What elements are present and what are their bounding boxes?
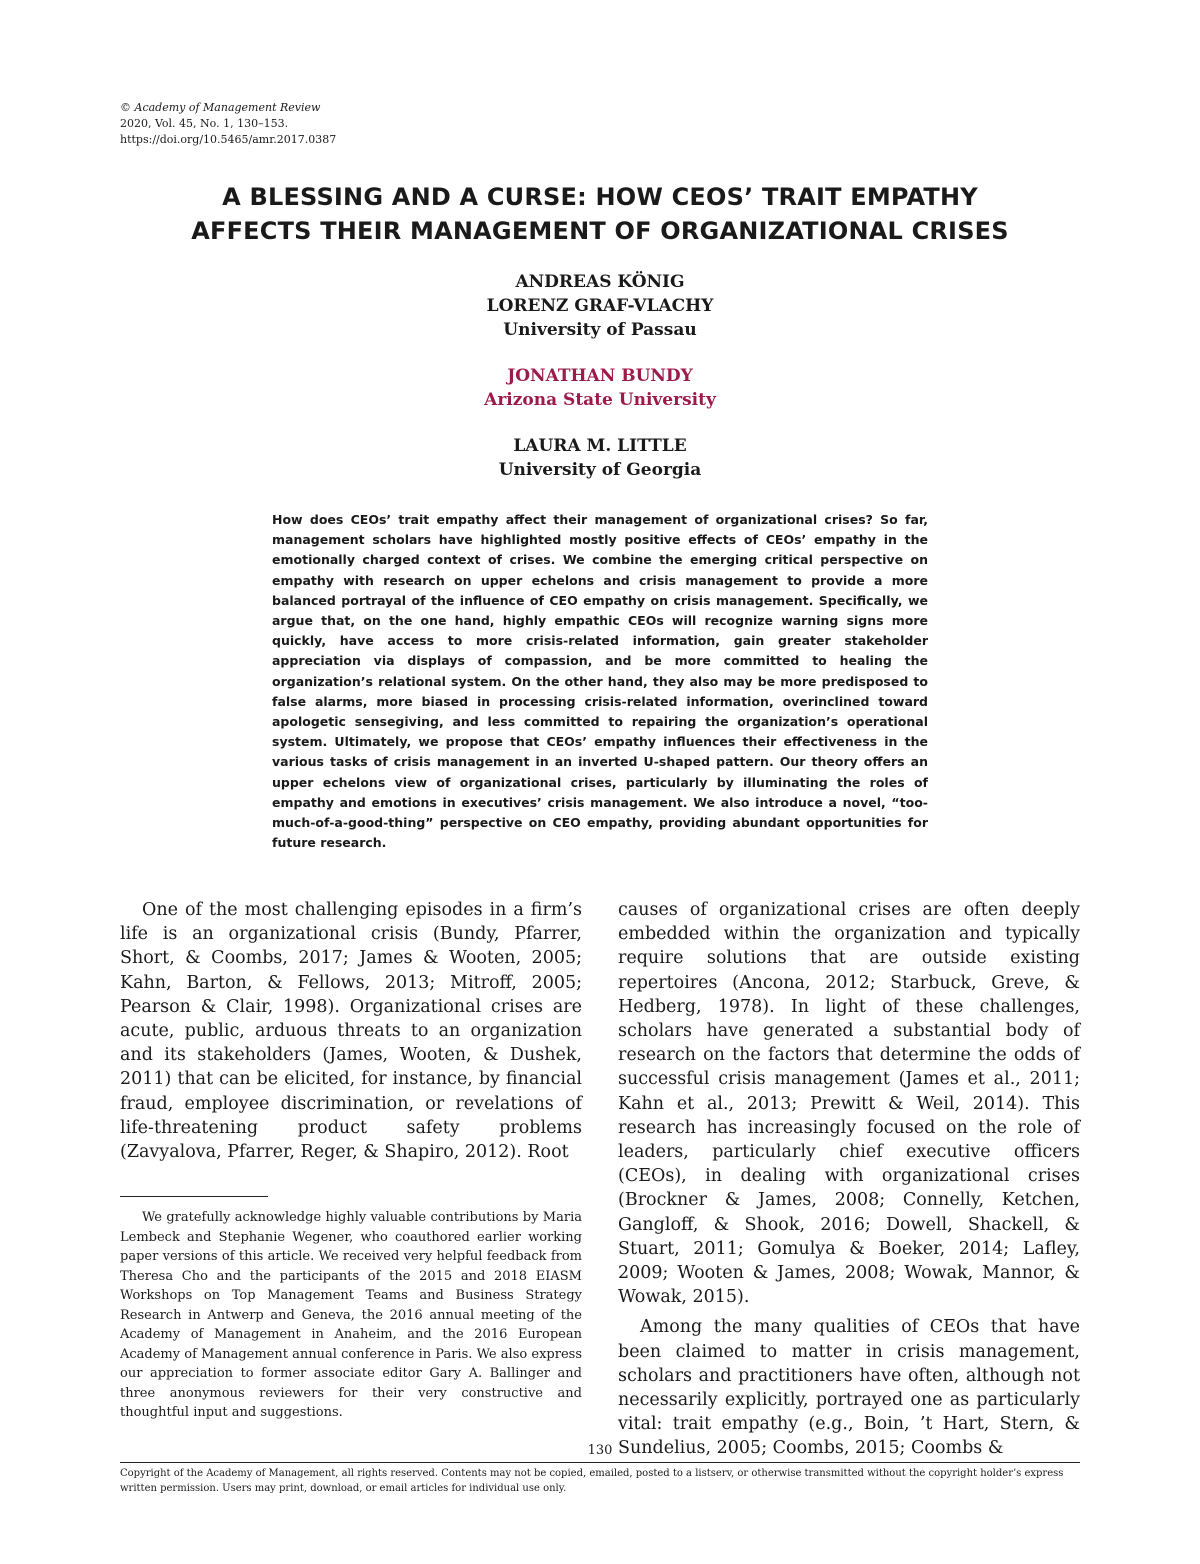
author-group-arizona [300,364,900,412]
author-group-passau [300,270,900,342]
footnote-divider [120,1196,268,1197]
copyright-divider [120,1462,1080,1463]
author-group-georgia [300,434,900,482]
journal-doi[interactable]: https://doi.org/10.5465/amr.2017.0387 [120,133,337,146]
author-affiliation: Arizona State University [484,390,716,410]
author-list [300,270,900,504]
author-name: LORENZ GRAF-VLACHY [486,296,714,316]
journal-name: Academy of Management Review [134,101,321,114]
body-column-left [120,898,582,1164]
acknowledgment-footnote: We gratefully acknowledge highly valuable contributions by Maria Lembeck and Stephanie Wegener, who coauthored earlier working paper versions of this article. We received very helpful feedback from Theresa Cho and the participants of the 2015 and 2018 EIASM Workshops on Top Management Teams and Business Strategy Research in Antwerp and Geneva, the 2016 annual meeting of the Academy of Management in Anaheim, and the 2016 European Academy of Management annual conference in Paris. We also express our appreciation to former associate editor Gary A. Ballinger and three anonymous reviewers for their very constructive and thoughtful input and suggestions. [120,1210,582,1420]
author-name: JONATHAN BUNDY [507,366,693,386]
title-line-1: A BLESSING AND A CURSE: HOW CEOS’ TRAIT EMPATHY [222,183,978,211]
article-title [100,180,1100,248]
journal-volume: 2020, Vol. 45, No. 1, 130–153. [120,117,289,130]
author-name: LAURA M. LITTLE [513,436,687,456]
author-affiliation: University of Georgia [498,460,702,480]
body-paragraph: One of the most challenging episodes in a firm’s life is an organizational crisis (Bundy, Pfarrer, Short, & Coombs, 2017; James & Wooten, 2005; Kahn, Barton, & Fellows, 2013; Mitroff, 2005; Pearson & Clair, 1998). Organizational crises are acute, public, arduous threats to an organization and its stakeholders (James, Wooten, & Dushek, 2011) that can be elicited, for instance, by financial fraud, employee discrimination, or revelations of life-threatening product safety problems (Zavyalova, Pfarrer, Reger, & Shapiro, 2012). Root [120,900,582,1163]
body-paragraph: Among the many qualities of CEOs that have been claimed to matter in crisis management, scholars and practitioners have often, although not necessarily explicitly, portrayed one as particularly vital: trait empathy (e.g., Boin, ’t Hart, Stern, & Sundelius, 2005; Coombs, 2015; Coombs & [618,1317,1080,1459]
author-name: ANDREAS KÖNIG [515,272,685,292]
body-paragraph: causes of organizational crises are often deeply embedded within the organization and typically require solutions that are outside existing repertoires (Ancona, 2012; Starbuck, Greve, & Hedberg, 1978). In light of these challenges, scholars have generated a substantial body of research on the factors that determine the odds of successful crisis management (James et al., 2011; Kahn et al., 2013; Prewitt & Weil, 2014). This research has increasingly focused on the role of leaders, particularly chief executive officers (CEOs), in dealing with organizational crises (Brockner & James, 2008; Connelly, Ketchen, Gangloff, & Shook, 2016; Dowell, Shackell, & Stuart, 2011; Gomulya & Boeker, 2014; Lafley, 2009; Wooten & James, 2008; Wowak, Mannor, & Wowak, 2015). [618,900,1080,1308]
title-line-2: AFFECTS THEIR MANAGEMENT OF ORGANIZATIONAL CRISES [191,217,1009,245]
abstract: How does CEOs’ trait empathy affect their management of organizational crises? So far, management scholars have highlighted mostly positive effects of CEOs’ empathy in the emotionally charged context of crises. We combine the emerging critical perspective on empathy with research on upper echelons and crisis management to provide a more balanced portrayal of the influence of CEO empathy on crisis management. Specifically, we argue that, on the one hand, highly empathic CEOs will recognize warning signs more quickly, have access to more crisis-related information, gain greater stakeholder appreciation via displays of compassion, and be more committed to healing the organization’s relational system. On the other hand, they also may be more predisposed to false alarms, more biased in processing crisis-related information, overinclined toward apologetic sensegiving, and less committed to repairing the organization’s operational system. Ultimately, we propose that CEOs’ empathy influences their effectiveness in the various tasks of crisis management in an inverted U-shaped pattern. Our theory offers an upper echelons view of organizational crises, particularly by illuminating the roles of empathy and emotions in executives’ crisis management. We also introduce a novel, “too-much-of-a-good-thing” perspective on CEO empathy, providing abundant opportunities for future research. [272,512,928,851]
body-column-right [618,898,1080,1461]
copyright-notice: Copyright of the Academy of Management, all rights reserved. Contents may not be copied, emailed, posted to a listserv, or otherwise transmitted without the copyright holder’s express written permission. Users may print, download, or email articles for individual use only. [120,1468,1064,1494]
journal-meta [120,100,336,148]
page-number: 130 [587,1443,613,1458]
author-affiliation: University of Passau [503,320,697,340]
journal-line-1: © Academy of Management Review [120,101,321,114]
